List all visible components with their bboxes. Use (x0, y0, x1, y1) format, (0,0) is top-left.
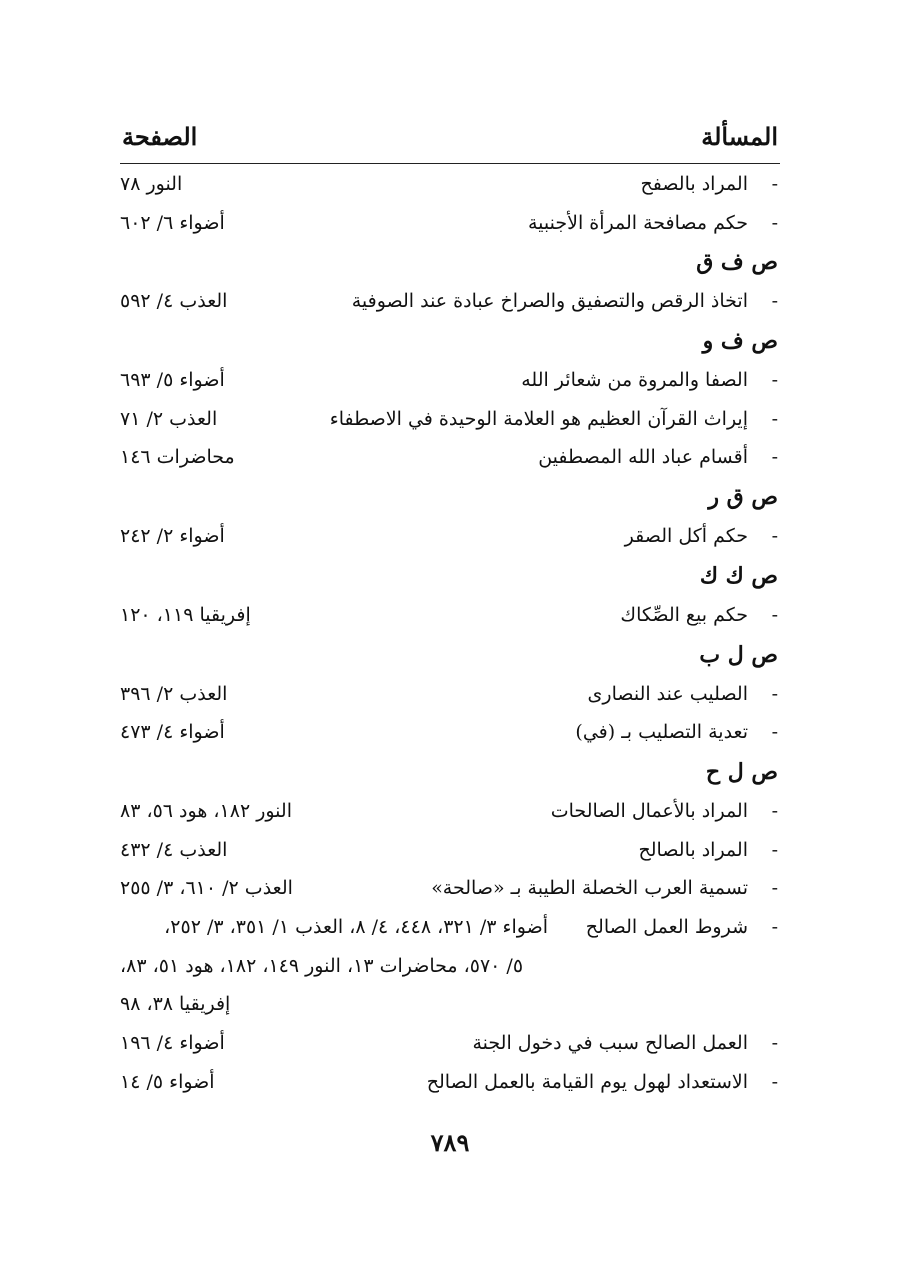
entry-text: حكم بيع الصِّكاك (620, 603, 748, 626)
root-heading (120, 755, 778, 795)
index-entry (120, 678, 778, 717)
root-letters: ص ق ر (708, 484, 778, 511)
index-entry (120, 520, 778, 559)
entry-dash: - (771, 1032, 778, 1054)
issue-column-heading: المسألة (701, 122, 778, 151)
entry-reference: العذب ٢/ ٦١٠، ٣/ ٢٥٥ (120, 877, 293, 900)
index-entry (120, 911, 778, 950)
index-entry (120, 599, 778, 638)
entry-text: اتخاذ الرقص والتصفيق والصراخ عبادة عند الصوفية (351, 290, 748, 313)
entry-reference: أضواء ٥/ ١٤ (120, 1070, 215, 1093)
index-entry (120, 207, 778, 246)
entry-dash: - (771, 290, 778, 313)
index-entry (120, 716, 778, 755)
root-letters: ص ك ك (699, 562, 778, 589)
entry-text: الصليب عند النصارى (587, 682, 748, 705)
entry-reference: العذب ٢/ ٣٩٦ (120, 682, 228, 705)
entry-dash: - (771, 877, 778, 900)
entry-reference: أضواء ٥/ ٦٩٣ (120, 369, 225, 392)
page-number: ٧٨٩ (430, 1128, 470, 1157)
root-letters: ص ل ح (705, 758, 778, 785)
entry-reference: محاضرات ١٤٦ (120, 446, 235, 469)
entry-dash: - (771, 682, 778, 705)
entry-text: تعدية التصليب بـ (في) (575, 721, 748, 744)
index-entry (120, 364, 778, 403)
entry-dash: - (771, 799, 778, 822)
root-letters: ص ل ب (699, 641, 778, 668)
index-entry (120, 872, 778, 911)
entry-reference: أضواء ٣/ ٣٢١، ٤٤٨، ٤/ ٨، العذب ١/ ٣٥١، ٣/ ٢٥٢، (164, 915, 548, 938)
entry-continuation (120, 950, 778, 989)
entry-dash: - (771, 721, 778, 744)
entry-reference: أضواء ٤/ ١٩٦ (120, 1032, 225, 1054)
entry-text: إيراث القرآن العظيم هو العلامة الوحيدة في الاصطفاء (329, 407, 748, 430)
entry-reference: أضواء ٤/ ٤٧٣ (120, 721, 225, 744)
entry-reference: العذب ٤/ ٤٣٢ (120, 838, 228, 861)
entry-reference: أضواء ٢/ ٢٤٢ (120, 525, 225, 548)
index-entry (120, 795, 778, 834)
entry-dash: - (771, 838, 778, 861)
entry-reference: العذب ٤/ ٥٩٢ (120, 290, 228, 313)
entry-text: العمل الصالح سبب في دخول الجنة (472, 1032, 748, 1054)
entry-text: تسمية العرب الخصلة الطيبة بـ «صالحة» (431, 877, 748, 900)
entry-text: شروط العمل الصالح (585, 915, 748, 938)
index-entry (120, 285, 778, 324)
entry-text: أقسام عباد الله المصطفين (538, 446, 748, 469)
entry-text: المراد بالأعمال الصالحات (550, 799, 748, 822)
entry-reference: العذب ٢/ ٧١ (120, 407, 218, 430)
index-entry (120, 403, 778, 442)
index-entry (120, 834, 778, 873)
entry-dash: - (771, 1070, 778, 1093)
header-rule (120, 163, 780, 164)
root-heading (120, 324, 778, 364)
entry-reference: أضواء ٦/ ٦٠٢ (120, 211, 225, 234)
root-heading (120, 638, 778, 678)
entry-continuation (120, 988, 778, 1027)
page-column-heading: الصفحة (122, 122, 198, 151)
root-heading (120, 245, 778, 285)
root-heading (120, 480, 778, 520)
entry-text: الصفا والمروة من شعائر الله (521, 369, 748, 392)
index-entry (120, 168, 778, 207)
entry-dash: - (771, 407, 778, 430)
entry-dash: - (771, 915, 778, 938)
entry-reference-continued: ٥/ ٥٧٠، محاضرات ١٣، النور ١٤٩، ١٨٢، هود ٥١، ٨٣، (120, 954, 524, 977)
root-letters: ص ف ق (696, 249, 778, 276)
index-entry (120, 441, 778, 480)
entry-dash: - (771, 603, 778, 626)
entry-text: الاستعداد لهول يوم القيامة بالعمل الصالح (426, 1070, 748, 1093)
index-entry (120, 1027, 778, 1066)
root-heading (120, 559, 778, 599)
entry-dash: - (771, 446, 778, 469)
entry-text: المراد بالصالح (638, 838, 748, 861)
entry-dash: - (771, 525, 778, 548)
entry-reference-continued: إفريقيا ٣٨، ٩٨ (120, 993, 231, 1016)
entry-dash: - (771, 173, 778, 195)
entry-reference: إفريقيا ١١٩، ١٢٠ (120, 603, 251, 626)
root-letters: ص ف و (702, 328, 778, 355)
entry-text: حكم مصافحة المرأة الأجنبية (528, 211, 748, 234)
index-entry (120, 1066, 778, 1105)
entry-dash: - (771, 211, 778, 234)
entry-text: المراد بالصفح (640, 173, 748, 195)
index-entries (120, 168, 778, 1104)
entry-reference: النور ١٨٢، هود ٥٦، ٨٣ (120, 799, 292, 822)
entry-dash: - (771, 369, 778, 392)
entry-reference: النور ٧٨ (120, 173, 183, 195)
entry-text: حكم أكل الصقر (624, 525, 748, 548)
